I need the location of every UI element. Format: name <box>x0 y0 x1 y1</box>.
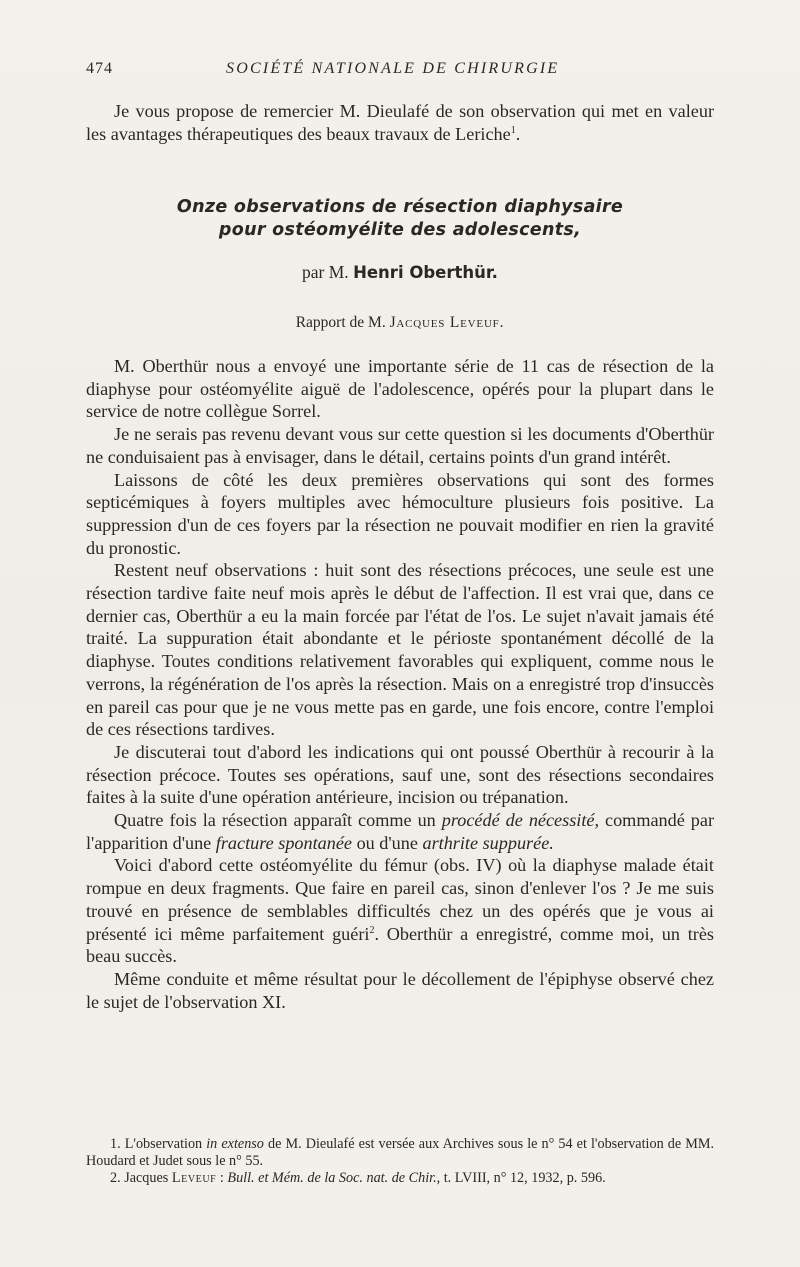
page-header <box>86 60 714 84</box>
fn1-text-a: 1. L'observation <box>110 1136 203 1152</box>
p7-text-a: Voici d'abord cette ostéomyélite du fémur (obs. IV) où la diaphyse malade était rompue en deux fragments. Que faire en pareil cas, sinon d'enlever l'os ? Je me suis trouvé en présence de semblables difficultés chez un des opérés que je vous ai présenté ici même parfaitement guéri <box>86 855 714 944</box>
paragraph-7 <box>86 854 714 968</box>
report-line <box>86 314 714 332</box>
footnotes <box>86 1136 714 1187</box>
footnote-1 <box>86 1136 714 1170</box>
fn2-journal: Bull. et Mém. de la Soc. nat. de Chir., <box>227 1170 441 1186</box>
p6-emphasis-arthritis: arthrite suppurée. <box>422 832 554 853</box>
fn2-colon: : <box>219 1170 224 1186</box>
running-title: SOCIÉTÉ NATIONALE DE CHIRURGIE <box>226 60 560 77</box>
rapporteur-name: Jacques Leveuf. <box>389 314 505 331</box>
page-number: 474 <box>86 60 113 77</box>
intro-body: Je vous propose de remercier M. Dieulafé de son observation qui met en valeur les avantages thérapeutiques des beaux travaux de Leriche <box>86 101 714 144</box>
fn2-author: Leveuf <box>171 1170 217 1186</box>
fn1-italic: in extenso <box>206 1136 264 1152</box>
p6-text-a: Quatre fois la résection apparaît comme un <box>114 810 436 831</box>
fn2-text-a: 2. Jacques <box>110 1170 169 1186</box>
p7-text-b: . Oberthür a enregistré, comme moi, un très beau succès. <box>86 923 714 967</box>
article-body <box>86 355 714 1013</box>
paragraph-8: Même conduite et même résultat pour le décollement de l'épiphyse observé chez le sujet de l'observation XI. <box>86 968 714 1012</box>
article-byline <box>86 262 714 283</box>
paragraph-1: M. Oberthür nous a envoyé une importante série de 11 cas de résection de la diaphyse pour ostéomyélite aiguë de l'adolescence, opérés pour la plupart dans le service de notre collègue Sorrel. <box>86 356 714 422</box>
p6-text-c: commandé par l'apparition d'une <box>86 810 715 853</box>
footnote-ref-2[interactable]: 2 <box>369 924 375 936</box>
report-prefix: Rapport de M. <box>295 314 386 331</box>
paragraph-6 <box>86 809 714 854</box>
paragraph-4: Restent neuf observations : huit sont des résections précoces, une seule est une résection tardive faite neuf mois après le début de l'affection. Il est vrai que, dans ce dernier cas, Oberthür a eu la main forcée par l'état de l'os. Le sujet n'avait jamais été traité. La suppuration était abondante et le périoste spontanément décollé de la diaphyse. Toutes conditions relativement favorables qui expliquent, comme nous le verrons, la régénération de l'os après la résection. Mais on a enregistré trop d'insuccès en pareil cas pour que je ne vous mette pas en garde, une fois encore, contre l'emploi de ces résections tardives. <box>86 560 714 740</box>
paragraph-3: Laissons de côté les deux premières observations qui sont des formes septicémiques à foyers multiples avec hémoculture plusieurs fois positive. La suppression d'un de ces foyers par la résection ne pouvait modifier en rien la gravité du pronostic. <box>86 469 714 558</box>
footnote-ref-1[interactable]: 1 <box>510 124 516 136</box>
p6-text-e: ou d'une <box>356 832 418 853</box>
intro-end: . <box>515 123 521 144</box>
p6-emphasis-fracture: fracture spontanée <box>215 832 353 853</box>
p6-emphasis-necessity: procédé de nécessité, <box>441 810 600 831</box>
paragraph-2: Je ne serais pas revenu devant vous sur cette question si les documents d'Oberthür ne conduisaient pas à envisager, dans le détail, certains points d'un grand intérêt. <box>86 424 714 467</box>
fn1-text-b: de M. Dieulafé est versée aux Archives sous le n° 54 et l'observation de MM. Houdard et Judet sous le n° 55. <box>86 1136 715 1169</box>
author-name: Henri Oberthür. <box>353 263 498 282</box>
footnote-2 <box>86 1170 714 1187</box>
article-title-line-2: pour ostéomyélite des adolescents, <box>218 220 582 240</box>
fn2-text-c: t. LVIII, n° 12, 1932, p. 596. <box>443 1170 606 1186</box>
paragraph-5: Je discuterai tout d'abord les indications qui ont poussé Oberthür à recourir à la résection précoce. Toutes ses opérations, sauf une, sont des résections secondaires faites à la suite d'une opération antérieure, incision ou trépanation. <box>86 741 714 808</box>
article-title <box>86 196 714 242</box>
byline-prefix: par M. <box>302 262 349 282</box>
article-title-line-1: Onze observations de résection diaphysaire <box>176 197 624 217</box>
intro-text <box>86 100 714 145</box>
intro-paragraph <box>86 100 714 145</box>
